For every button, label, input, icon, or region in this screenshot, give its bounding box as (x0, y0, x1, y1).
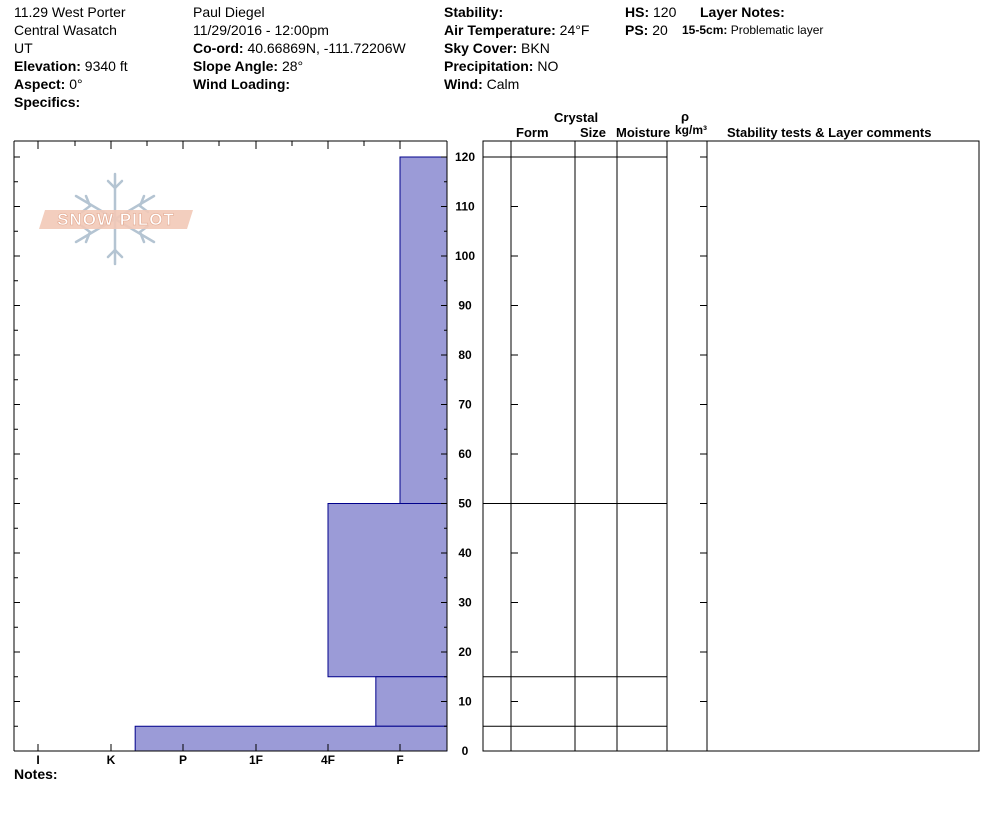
stability-comments-header: Stability tests & Layer comments (727, 125, 932, 140)
notes-label: Notes: (14, 766, 58, 782)
observer-name: Paul Diegel (193, 4, 265, 20)
density-unit-header: kg/m³ (675, 123, 708, 137)
elevation-value: 9340 ft (84, 58, 128, 74)
table-frame (483, 141, 979, 751)
moisture-header: Moisture (616, 125, 671, 140)
wind-loading-label: Wind Loading: (193, 76, 291, 92)
ps-label: PS: (625, 22, 649, 38)
precip-label: Precipitation: (444, 58, 534, 74)
depth-tick-label: 10 (458, 694, 472, 709)
hardness-layer-0 (400, 157, 447, 504)
airtemp-label: Air Temperature: (444, 22, 556, 38)
precip-value: NO (537, 58, 559, 74)
logo-text: SNOW PILOT (57, 210, 175, 229)
location-name: 11.29 West Porter (14, 4, 126, 20)
wind-label: Wind: (444, 76, 483, 92)
coord-value: 40.66869N, -111.72206W (247, 40, 406, 56)
aspect-value: 0° (69, 76, 83, 92)
crystal-header: Crystal (554, 110, 599, 125)
layer-table (483, 141, 979, 751)
depth-tick-label: 0 (461, 744, 469, 758)
hardness-axis (36, 753, 403, 767)
hardness-tick-label: P (178, 753, 188, 767)
aspect-label: Aspect: (14, 76, 66, 92)
hardness-tick-label: 4F (320, 753, 336, 767)
hardness-tick-label: K (106, 753, 116, 767)
layer-note-range: 15-5cm: (682, 23, 728, 37)
depth-tick-label: 30 (458, 595, 472, 610)
sky-label: Sky Cover: (444, 40, 518, 56)
hardness-layer-2 (376, 677, 447, 727)
hardness-tick-label: I (36, 753, 40, 767)
layer-notes-label: Layer Notes: (700, 4, 785, 20)
depth-tick-label: 60 (458, 447, 472, 461)
form-header: Form (516, 125, 549, 140)
hs-value: 120 (653, 4, 677, 20)
layer-note-text: Problematic layer (730, 23, 824, 37)
depth-tick-label: 80 (458, 348, 472, 362)
depth-tick-label: 70 (458, 397, 472, 412)
depth-tick-label: 20 (458, 645, 472, 659)
state: UT (14, 40, 33, 56)
depth-tick-label: 120 (454, 150, 476, 164)
size-header: Size (580, 125, 607, 140)
specifics-label: Specifics: (14, 94, 81, 110)
hardness-layers (135, 157, 447, 751)
airtemp-value: 24°F (559, 22, 590, 38)
stability-label: Stability: (444, 4, 504, 20)
mountain-range: Central Wasatch (14, 22, 117, 38)
hs-label: HS: (625, 4, 650, 20)
slope-label: Slope Angle: (193, 58, 279, 74)
depth-tick-label: 100 (454, 249, 476, 263)
hardness-tick-label: 1F (248, 753, 264, 767)
depth-tick-label: 40 (458, 546, 472, 560)
depth-tick-label: 110 (455, 199, 475, 214)
hardness-tick-label: F (396, 753, 404, 767)
elevation-label: Elevation: (14, 58, 81, 74)
depth-tick-label: 90 (458, 298, 472, 313)
rho-header: ρ (681, 109, 690, 124)
depth-tick-label: 50 (458, 496, 472, 511)
snowpilot-logo (39, 174, 193, 264)
ps-value: 20 (652, 22, 668, 38)
sky-value: BKN (521, 40, 550, 56)
coord-label: Co-ord: (193, 40, 244, 56)
observation-datetime: 11/29/2016 - 12:00pm (193, 22, 329, 38)
wind-value: Calm (486, 76, 520, 92)
slope-value: 28° (281, 58, 304, 74)
hardness-layer-1 (328, 504, 447, 677)
